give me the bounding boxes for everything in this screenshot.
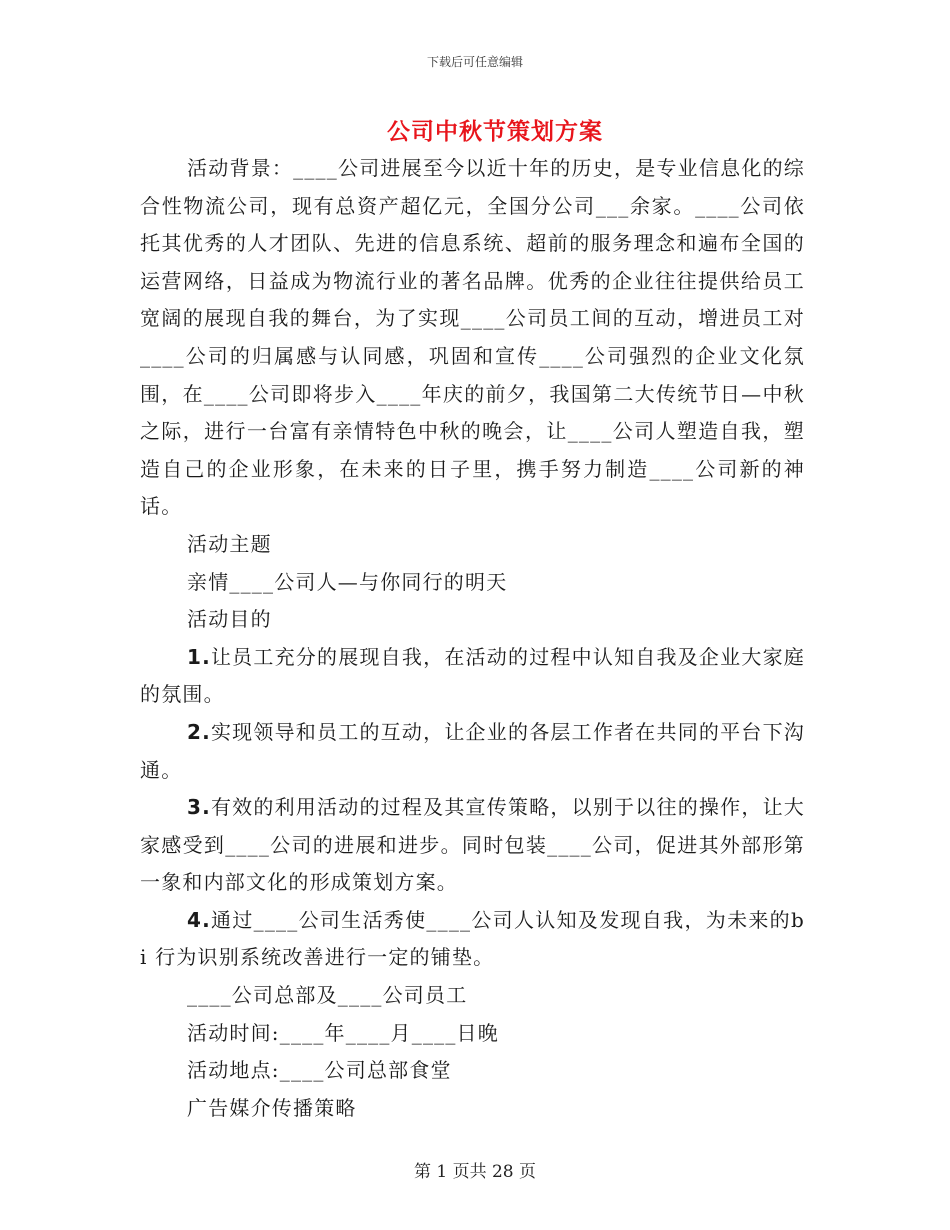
paragraph-media-heading: 广告媒介传播策略 — [187, 1095, 357, 1120]
paragraph-purpose-4: 4.通过____公司生活秀使____公司人认知及发现自我，为未来的bi 行为识别系统改善进行一定的铺垫。 — [140, 907, 805, 970]
page-footer: 第 1 页共 28 页 — [413, 1162, 537, 1182]
paragraph-background: 活动背景：____公司进展至今以近十年的历史，是专业信息化的综合性物流公司，现有总资产超亿元，全国分公司___余家。____公司依托其优秀的人才团队、先进的信息系统、超前的服务理念和遍布全国的运营网络，日益成为物流行业的著名品牌。优秀的企业往往提供给员工宽阔的展现自我的舞台，为了实现____公司员工间的互动，增进员工对____公司的归属感与认同感，巩固和宣传____公司强烈的企业文化氛围，在____公司即将步入____年庆的前夕，我国第二大传统节日—中秋之际，进行一台富有亲情特色中秋的晚会，让____公司人塑造自我，塑造自己的企业形象，在未来的日子里，携手努力制造____公司新的神话。 — [140, 156, 805, 519]
document-body — [140, 150, 805, 1127]
paragraph-theme: 亲情____公司人—与你同行的明天 — [187, 569, 508, 594]
paragraph-purpose-heading: 活动目的 — [187, 607, 272, 632]
paragraph-purpose-3: 3.有效的利用活动的过程及其宣传策略，以别于以往的操作，让大家感受到____公司的进展和进步。同时包装____公司，促进其外部形第一象和内部文化的形成策划方案。 — [140, 795, 805, 895]
paragraph-location: 活动地点:____公司总部食堂 — [187, 1058, 452, 1083]
paragraph-time: 活动时间:____年____月____日晚 — [187, 1020, 499, 1045]
paragraph-participants: ____公司总部及____公司员工 — [187, 983, 468, 1008]
paragraph-purpose-1: 1.让员工充分的展现自我，在活动的过程中认知自我及企业大家庭的氛围。 — [140, 644, 805, 707]
paragraph-purpose-2: 2.实现领导和员工的互动，让企业的各层工作者在共同的平台下沟通。 — [140, 719, 805, 782]
document-title: 公司中秋节策划方案 — [387, 118, 603, 145]
header-note: 下载后可任意编辑 — [426, 55, 523, 69]
paragraph-theme-heading: 活动主题 — [187, 531, 272, 556]
